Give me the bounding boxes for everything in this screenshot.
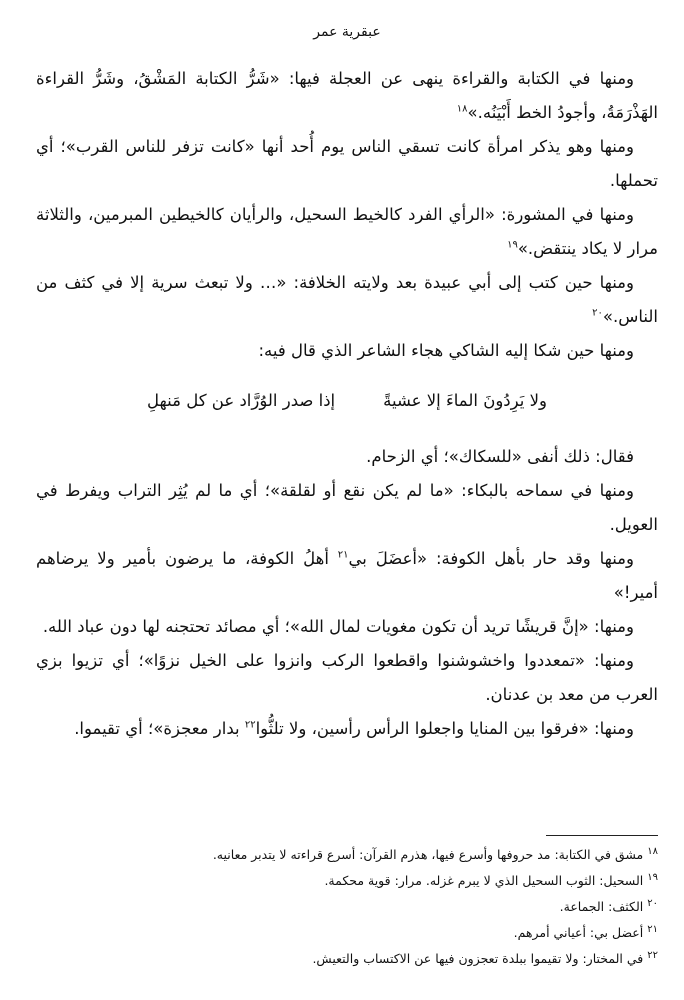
footnote-separator: [546, 835, 658, 836]
paragraph-text: أهلُ الكوفة، ما يرضون بأمير ولا يرضاهم أمير!»: [36, 549, 658, 602]
footnote-20: ٢٠الكثف: الجماعة.: [559, 897, 658, 914]
running-header: عبقرية عمر: [313, 24, 381, 40]
paragraph-weeping: [36, 474, 658, 542]
paragraph-quraysh: [36, 610, 658, 644]
footnote-text: مشق في الكتابة: مد حروفها وأسرع فيها، هذرم القرآن: أسرع قراءته لا يتدبر معانيه.: [212, 847, 644, 862]
footnote-18: ١٨مشق في الكتابة: مد حروفها وأسرع فيها، هذرم القرآن: أسرع قراءته لا يتدبر معانيه.: [212, 845, 658, 862]
paragraph-abu-ubaida: [36, 266, 658, 334]
footnote-text: أعضل بي: أعياني أمرهم.: [513, 925, 644, 940]
book-page: [36, 0, 658, 1000]
footnote-ref-21[interactable]: ٢١: [337, 549, 349, 561]
paragraph-writing: [36, 62, 658, 130]
footnote-ref-20[interactable]: ٢٠: [592, 307, 603, 319]
paragraph-text: بدار معجزة»؛ أي تقيموا.: [74, 719, 245, 738]
paragraph-text: ومنها: «فرقوا بين المنايا واجعلوا الرأس رأسين، ولا تلثُّوا: [255, 719, 634, 738]
paragraph-maadd: [36, 644, 658, 712]
paragraph-text: ومنها في سماحه بالبكاء: «ما لم يكن نقع أو لقلقة»؛ أي ما لم يُثِر التراب ويفرط في العويل.: [36, 481, 658, 534]
footnote-text: السحيل: الثوب السحيل الذي لا يبرم غزله. مرار: قوية محكمة.: [324, 873, 644, 888]
footnotes: [36, 842, 658, 972]
paragraph-text: ومنها في الكتابة والقراءة ينهى عن العجلة فيها: «شَرُّ الكتابة المَشْقُ، وشَرُّ القراءة الهَذْرَمَةُ، وأجودُ الخط أَبْيَنُه.»: [36, 69, 658, 122]
footnote-ref-18[interactable]: ١٨: [456, 103, 468, 115]
paragraph-woman-uhud: [36, 130, 658, 198]
paragraph-kufa: [36, 542, 658, 610]
body-text: [36, 62, 658, 746]
paragraph-sukkak: [36, 440, 658, 474]
paragraph-text: ومنها في المشورة: «الرأي الفرد كالخيط السحيل، والرأيان كالخيطين المبرمين، والثلاثة مرار لا يكاد ينتقض.»: [36, 205, 658, 258]
paragraph-text: ومنها: «إنَّ قريشًا تريد أن تكون مغويات لمال الله»؛ أي مصائد تحتجنه لها دون عباد الله.: [42, 617, 634, 636]
paragraph-text: فقال: ذلك أنفى «للسكاك»؛ أي الزحام.: [366, 447, 634, 466]
footnote-text: الكثف: الجماعة.: [559, 899, 644, 914]
paragraph-text: ومنها حين شكا إليه الشاكي هجاء الشاعر الذي قال فيه:: [258, 341, 634, 360]
footnote-22: ٢٢في المختار: ولا تقيموا ببلدة تعجزون فيها عن الاكتساب والتعيش.: [312, 949, 658, 966]
footnote-ref-22[interactable]: ٢٢: [244, 719, 256, 731]
footnote-21: ٢١أعضل بي: أعياني أمرهم.: [513, 923, 658, 940]
footnote-text: في المختار: ولا تقيموا ببلدة تعجزون فيها عن الاكتساب والتعيش.: [312, 951, 644, 966]
poetry-verse: [36, 384, 658, 418]
paragraph-text: ومنها وقد حار بأهل الكوفة: «أعضَلَ بي: [348, 549, 634, 568]
paragraph-text: ومنها: «تمعددوا واخشوشنوا واقطعوا الركب وانزوا على الخيل نزوًا»؛ أي تزيوا بزي العرب من معد بن عدنان.: [36, 651, 658, 704]
verse-first-hemistich: ولا يَرِدُونَ الماءَ إلا عشيةً: [383, 391, 547, 410]
footnote-ref-19[interactable]: ١٩: [507, 239, 518, 251]
paragraph-deaths: [36, 712, 658, 746]
footnote-19: ١٩السحيل: الثوب السحيل الذي لا يبرم غزله. مرار: قوية محكمة.: [324, 871, 658, 888]
paragraph-text: ومنها حين كتب إلى أبي عبيدة بعد ولايته الخلافة: «… ولا تبعث سرية إلا في كثف من الناس.»: [36, 273, 658, 326]
paragraph-consultation: [36, 198, 658, 266]
paragraph-poet-complaint: [36, 334, 658, 368]
verse-second-hemistich: إذا صدر الوُرَّاد عن كل مَنهلِ: [147, 391, 336, 410]
paragraph-text: ومنها وهو يذكر امرأة كانت تسقي الناس يوم أُحد أنها «كانت تزفر للناس القرب»؛ أي تحملها.: [36, 137, 658, 190]
